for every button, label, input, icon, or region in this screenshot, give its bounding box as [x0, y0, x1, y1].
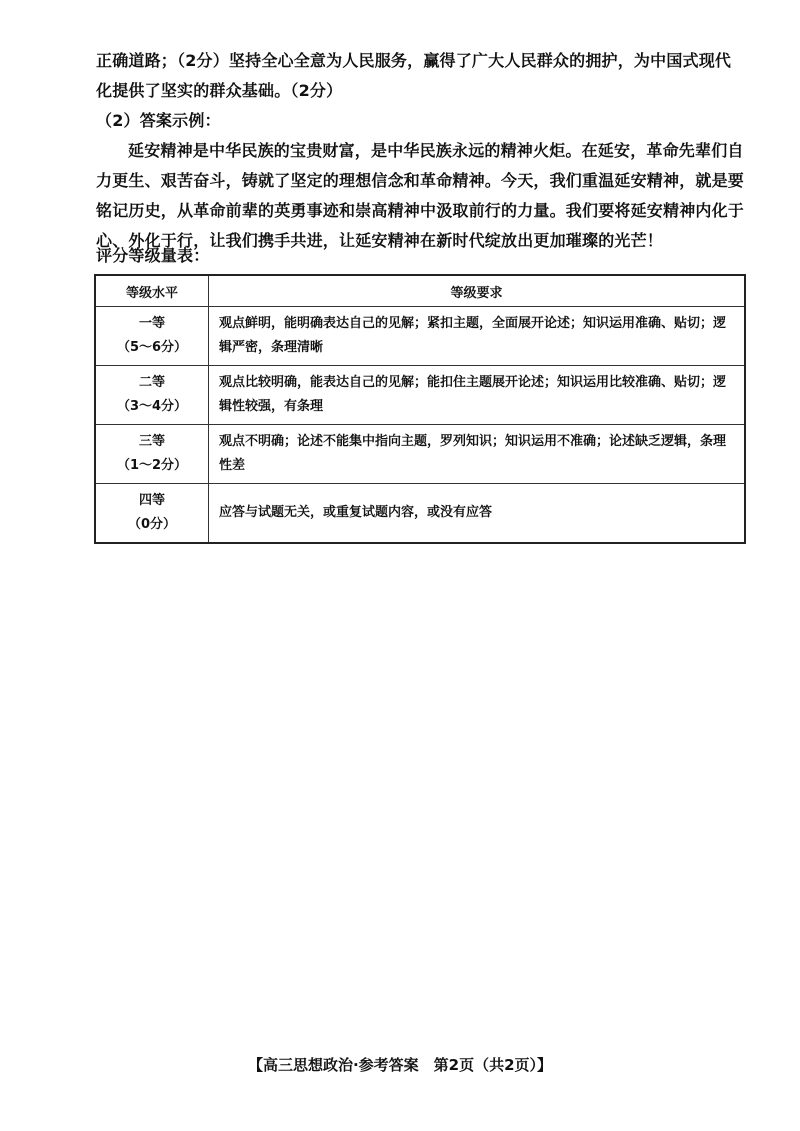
level-name: 二等: [138, 375, 165, 390]
page-footer: 【高三思想政治·参考答案 第2页（共2页）】: [247, 1056, 553, 1074]
header-requirement: 等级要求: [209, 275, 746, 307]
example-essay-paragraph: 延安精神是中华民族的宝贵财富，是中华民族永远的精神火炬。在延安，革命先辈们自力更生、艰苦奋斗，铸就了坚定的理想信念和革命精神。今天，我们重温延安精神，就是要铭记历史，从革命前辈的英勇事迹和崇高精神中汲取前行的力量。我们要将延安精神内化于心、外化于行，让我们携手共进，让延安精神在新时代绽放出更加璀璨的光芒！: [96, 141, 745, 250]
table-row: [95, 366, 745, 425]
level-requirement: 观点比较明确，能表达自己的见解；能扣住主题展开论述；知识运用比较准确、贴切；逻辑性较强，有条理: [209, 366, 746, 425]
level-requirement: 观点不明确；论述不能集中指向主题，罗列知识；知识运用不准确；论述缺乏逻辑，条理性差: [209, 425, 746, 484]
level-cell: [95, 307, 209, 366]
level-name: 一等: [138, 316, 165, 331]
answer-continuation-paragraph: 正确道路；（2分）坚持全心全意为人民服务，赢得了广大人民群众的拥护，为中国式现代化提供了坚实的群众基础。（2分）: [96, 51, 732, 100]
level-requirement: 应答与试题无关，或重复试题内容，或没有应答: [209, 484, 746, 544]
table-header-row: [95, 275, 745, 307]
level-score-range: （3～4分）: [116, 399, 188, 414]
level-name: 四等: [138, 493, 165, 508]
level-cell: [95, 425, 209, 484]
level-score-range: （1～2分）: [116, 458, 188, 473]
answer-example-label: （2）答案示例：: [96, 111, 221, 130]
level-requirement: 观点鲜明，能明确表达自己的见解；紧扣主题，全面展开论述；知识运用准确、贴切；逻辑严密，条理清晰: [209, 307, 746, 366]
grading-scale-title: 评分等级量表：: [96, 246, 210, 265]
table-row: [95, 484, 745, 544]
grading-scale-table: [94, 274, 746, 544]
level-name: 三等: [138, 434, 165, 449]
table-row: [95, 307, 745, 366]
table-row: [95, 425, 745, 484]
level-cell: [95, 366, 209, 425]
level-score-range: （0分）: [127, 517, 177, 532]
header-level: 等级水平: [95, 275, 209, 307]
level-cell: [95, 484, 209, 544]
level-score-range: （5～6分）: [116, 340, 188, 355]
